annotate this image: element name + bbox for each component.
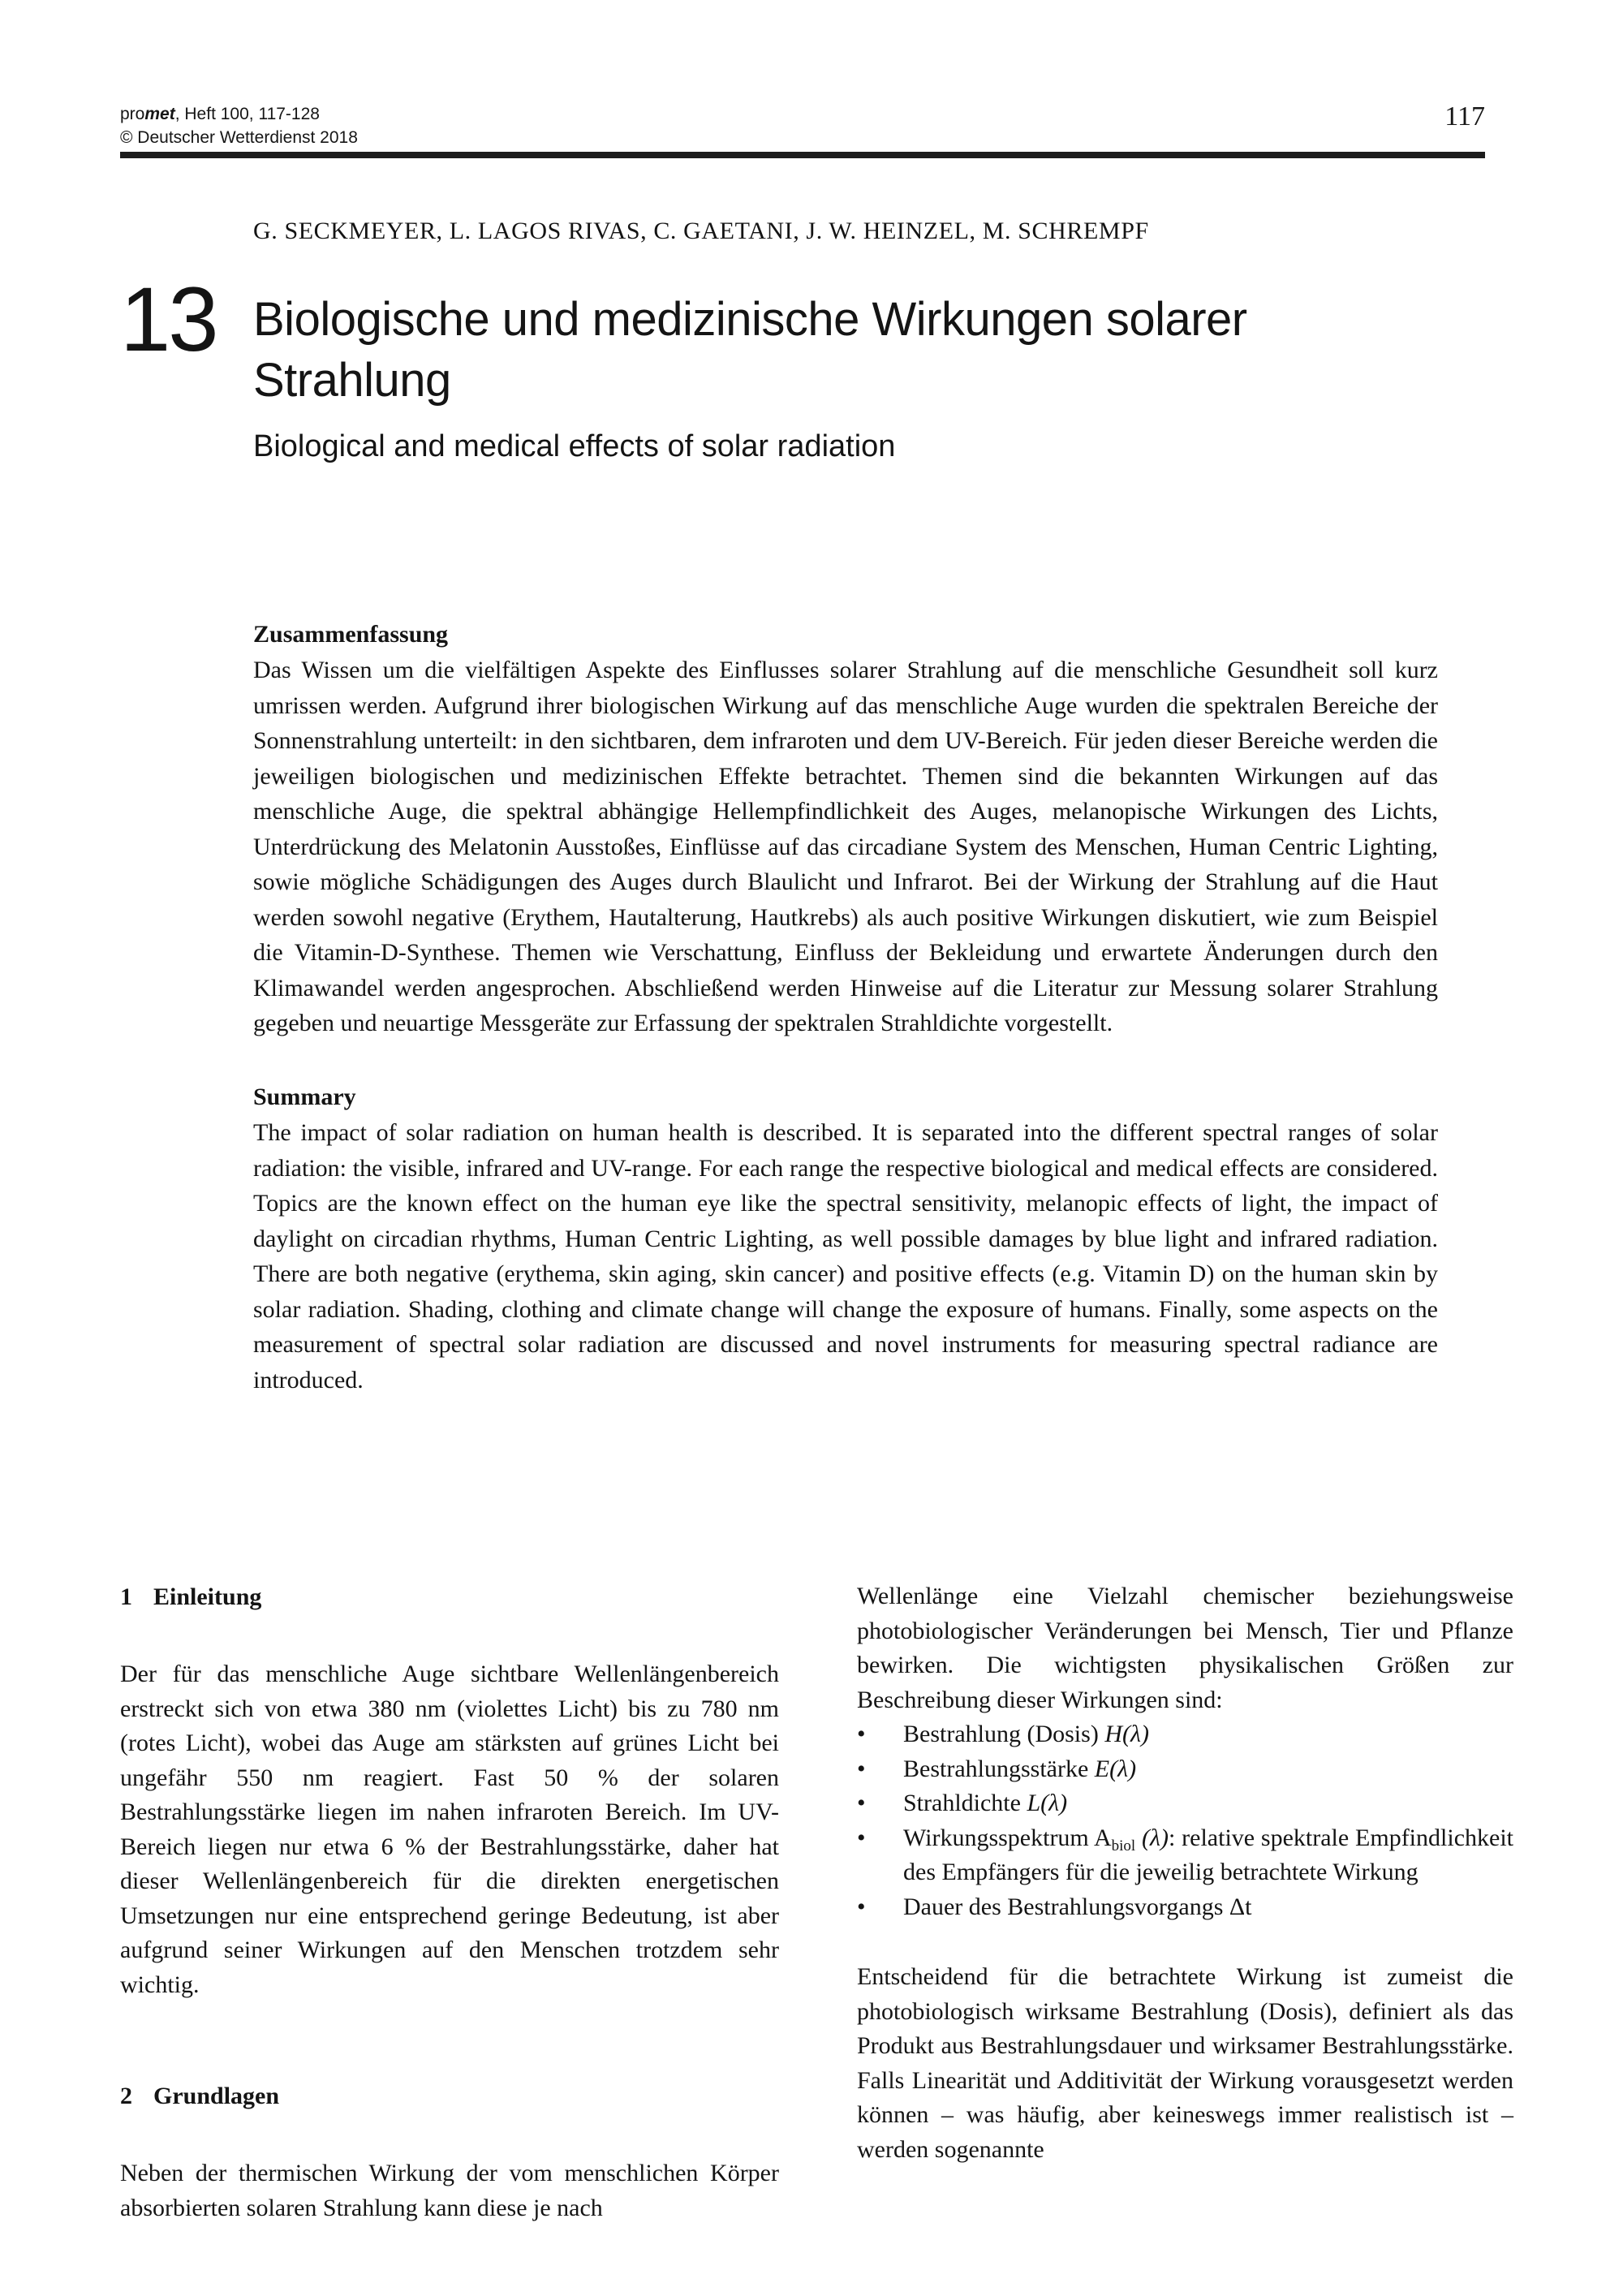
chapter-number: 13 [120,269,217,370]
journal-name-prefix: pro [120,105,145,123]
abstract-german-heading: Zusammenfassung [253,621,449,648]
authors-line: G. SECKMEYER, L. LAGOS RIVAS, C. GAETANI, J. W. HEINZEL, M. SCHREMPF [253,218,1149,244]
section-grundlagen-paragraph: Neben der thermischen Wirkung der vom menschlichen Körper absorbierten solaren Strahlung kann diese je nach [120,2160,779,2221]
list-item-text: Bestrahlung (Dosis) H(λ) [903,1721,1149,1747]
bullet-icon: • [857,1790,866,1816]
abstract-german-body: Das Wissen um die vielfältigen Aspekte des Einflusses solarer Strahlung auf die menschliche Gesundheit soll kurz umrissen werden. Aufgrund ihrer biologischen Wirkung auf das menschliche Auge wurden die spektralen Bereiche der Sonnenstrahlung unterteilt: in den sichtbaren, dem infraroten und dem UV-Bereich. Für jeden dieser Bereiche werden die jeweiligen biologischen und medizinischen Effekte betrachtet. Themen sind die bekannten Wirkungen auf das menschliche Auge, die spektral abhängige Hellempfindlichkeit des Auges, melanopische Wirkungen des Lichts, Unterdrückung des Melatonin Ausstoßes, Einflüsse auf das circadiane System des Menschen, Human Centric Lighting, sowie mögliche Schädigungen des Auges durch Blaulicht und Infrarot. Bei der Wirkung der Strahlung auf die Haut werden sowohl negative (Erythem, Hautalterung, Hautkrebs) als auch positive Wirkungen diskutiert, wie zum Beispiel die Vitamin-D-Synthese. Themen wie Verschattung, Einfluss der Bekleidung und erwartete Änderungen durch den Klimawandel werden angesprochen. Abschließend werden Hinweise auf die Literatur zur Messung solarer Strahlung gegeben und neuartige Messgeräte zur Erfassung der spektralen Strahldichte vorgestellt. [253,657,1438,1036]
section-number: 2 [120,2083,132,2109]
right-column-intro-paragraph: Wellenlänge eine Vielzahl chemischer beziehungsweise photobiologischer Veränderungen bei Mensch, Tier und Pflanze bewirken. Die wichtigsten physikalischen Größen zur Beschreibung dieser Wirkungen sind: [857,1583,1513,1713]
page-number: 117 [1444,101,1485,131]
section-number: 1 [120,1583,132,1610]
variable-symbol: L [1027,1790,1041,1816]
journal-issue: , Heft 100, 117-128 [174,105,320,123]
list-item-text: Strahldichte L(λ) [903,1790,1068,1816]
right-column-outro-paragraph: Entscheidend für die betrachtete Wirkung ist zumeist die photobiologisch wirksame Bestrahlung (Dosis), definiert als das Produkt aus Bestrahlungsdauer und wirksamer Bestrahlungsstärke. Falls Linearität und Additivität der Wirkung vorausgesetzt werden können – was häufig, aber keineswegs immer realistisch ist – werden sogenannte [857,1963,1513,2163]
bullet-icon: • [857,1721,866,1747]
copyright-line: © Deutscher Wetterdienst 2018 [120,128,358,147]
list-item [857,1890,1513,1925]
abstract-english-body: The impact of solar radiation on human health is described. It is separated into the different spectral ranges of solar radiation: the visible, infrared and UV-range. For each range the respective biological and medical effects are considered. Topics are the known effect on the human eye like the spectral sensitivity, melanopic effects of light, the impact of daylight on circadian rhythms, Human Centric Lighting, as well possible damages by blue light and infrared radiation. There are both negative (erythema, skin aging, skin cancer) and positive effects (e.g. Vitamin D) on the human skin by solar radiation. Shading, clothing and climate change will change the exposure of humans. Finally, some aspects on the measurement of spectral solar radiation are discussed and novel instruments for measuring spectral radiance are introduced. [253,1119,1438,1394]
right-column [857,1579,1513,2225]
variable-symbol: E [1094,1755,1110,1782]
article-title-en: Biological and medical effects of solar radiation [253,429,896,463]
variable-args: (λ) [1040,1790,1068,1816]
list-item [857,1786,1513,1821]
variable-args: (λ) [1135,1824,1169,1851]
masthead [120,102,358,149]
section-title: Grundlagen [153,2083,280,2109]
list-item [857,1821,1513,1890]
variable-args: (λ) [1109,1755,1137,1782]
article-title-de: Biologische und medizinische Wirkungen solarer Strahlung [253,293,1247,407]
journal-line [120,102,358,126]
bullet-icon: • [857,1755,866,1782]
left-column [120,1579,779,2225]
subscript-label: biol [1111,1837,1136,1854]
journal-name-bold: met [144,105,175,123]
abstract-english-heading: Summary [253,1083,356,1110]
abstract-german [253,617,1438,1041]
physical-quantities-list [857,1717,1513,1924]
header-rule [120,152,1485,158]
bullet-icon: • [857,1893,866,1920]
list-item-text: Bestrahlungsstärke E(λ) [903,1755,1137,1782]
abstract-english [253,1079,1438,1398]
body-columns [120,1579,1513,2225]
list-item [857,1717,1513,1752]
section-title: Einleitung [153,1583,262,1610]
list-item-text: Wirkungsspektrum $A_{biol}$ (λ): relative spektrale Empfindlichkeit des Empfängers für die jeweilig betrachtete Wirkung [903,1824,1513,1885]
list-item [857,1752,1513,1787]
section-heading-grundlagen [120,2078,779,2114]
section-einleitung-paragraph: Der für das menschliche Auge sichtbare Wellenlängenbereich erstreckt sich von etwa 380 nm (violettes Licht) bis zu 780 nm (rotes Licht), wobei das Auge am stärksten auf grünes Licht bei ungefähr 550 nm reagiert. Fast 50 % der solaren Bestrahlungsstärke liegen im nahen infraroten Bereich. Im UV-Bereich liegen nur etwa 6 % der Bestrahlungsstärke, daher hat dieser Wellenlängenbereich für die direkten energetischen Umsetzungen nur eine entsprechend geringe Bedeutung, ist aber aufgrund seiner Wirkungen auf den Menschen trotzdem sehr wichtig. [120,1661,779,1998]
variable-args: (λ) [1121,1721,1149,1747]
variable-symbol: H [1104,1721,1122,1747]
bullet-icon: • [857,1824,866,1851]
list-item-text: Dauer des Bestrahlungsvorgangs Δt [903,1893,1252,1920]
section-heading-einleitung [120,1579,779,1615]
